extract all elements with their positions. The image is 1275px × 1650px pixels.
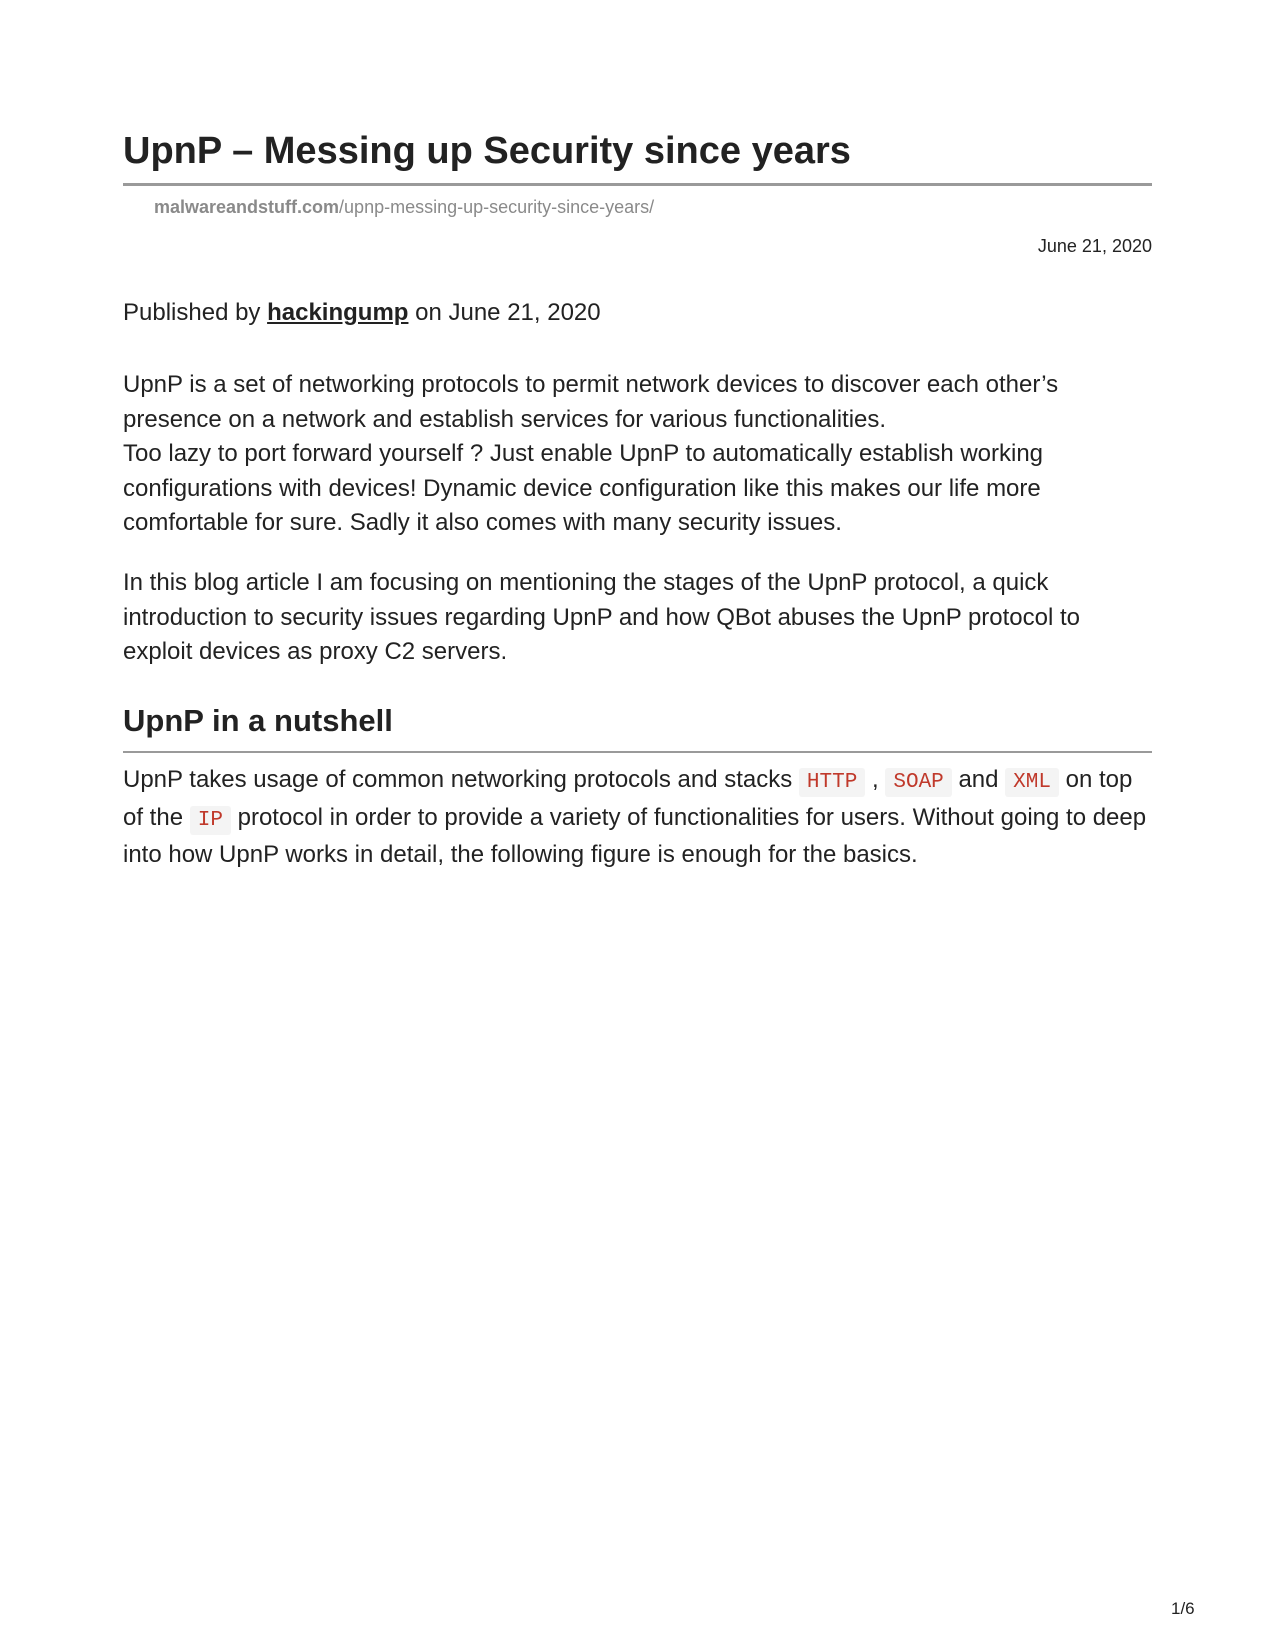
source-url[interactable] bbox=[154, 196, 654, 218]
nutshell-text-5: protocol in order to provide a variety of functionalities for users. Without going to deep into how UpnP works in detail, the following figure is enough for the basics. bbox=[123, 803, 1147, 868]
section-heading: UpnP in a nutshell bbox=[123, 703, 393, 738]
byline-prefix: Published by bbox=[123, 299, 268, 326]
nutshell-text-1: UpnP takes usage of common networking protocols and stacks bbox=[123, 766, 799, 793]
code-http: HTTP bbox=[799, 768, 865, 797]
page-number: 1/6 bbox=[1171, 1599, 1195, 1618]
code-ip: IP bbox=[190, 806, 231, 835]
section-divider bbox=[123, 751, 1152, 753]
title-divider bbox=[123, 183, 1152, 186]
code-xml: XML bbox=[1005, 768, 1059, 797]
code-soap: SOAP bbox=[885, 768, 951, 797]
source-domain: malwareandstuff.com bbox=[154, 197, 340, 217]
intro-line-1: UpnP is a set of networking protocols to permit network devices to discover each other’s presence on a network and establish services for various functionalities. bbox=[123, 371, 1059, 433]
nutshell-text-3: and bbox=[951, 766, 1006, 793]
focus-paragraph: In this blog article I am focusing on mentioning the stages of the UpnP protocol, a quick introduction to security issues regarding UpnP and how QBot abuses the UpnP protocol to exploit devices as proxy C2 servers. bbox=[123, 569, 1081, 665]
nutshell-text-2: , bbox=[865, 766, 886, 793]
intro-paragraph bbox=[123, 368, 1152, 541]
author-link[interactable]: hackingump bbox=[267, 299, 409, 326]
nutshell-paragraph bbox=[123, 763, 1152, 873]
nutshell-text-4: on top of the bbox=[123, 766, 1133, 831]
print-date: June 21, 2020 bbox=[1037, 236, 1152, 256]
byline-suffix: on June 21, 2020 bbox=[408, 299, 601, 326]
article-title: UpnP – Messing up Security since years bbox=[123, 130, 851, 172]
source-path: /upnp-messing-up-security-since-years/ bbox=[339, 197, 655, 217]
intro-line-2: Too lazy to port forward yourself ? Just enable UpnP to automatically establish working configurations with devices! Dynamic device configuration like this makes our life more comfortable for sure. Sadly it also comes with many security issues. bbox=[123, 440, 1044, 536]
byline bbox=[123, 298, 601, 328]
